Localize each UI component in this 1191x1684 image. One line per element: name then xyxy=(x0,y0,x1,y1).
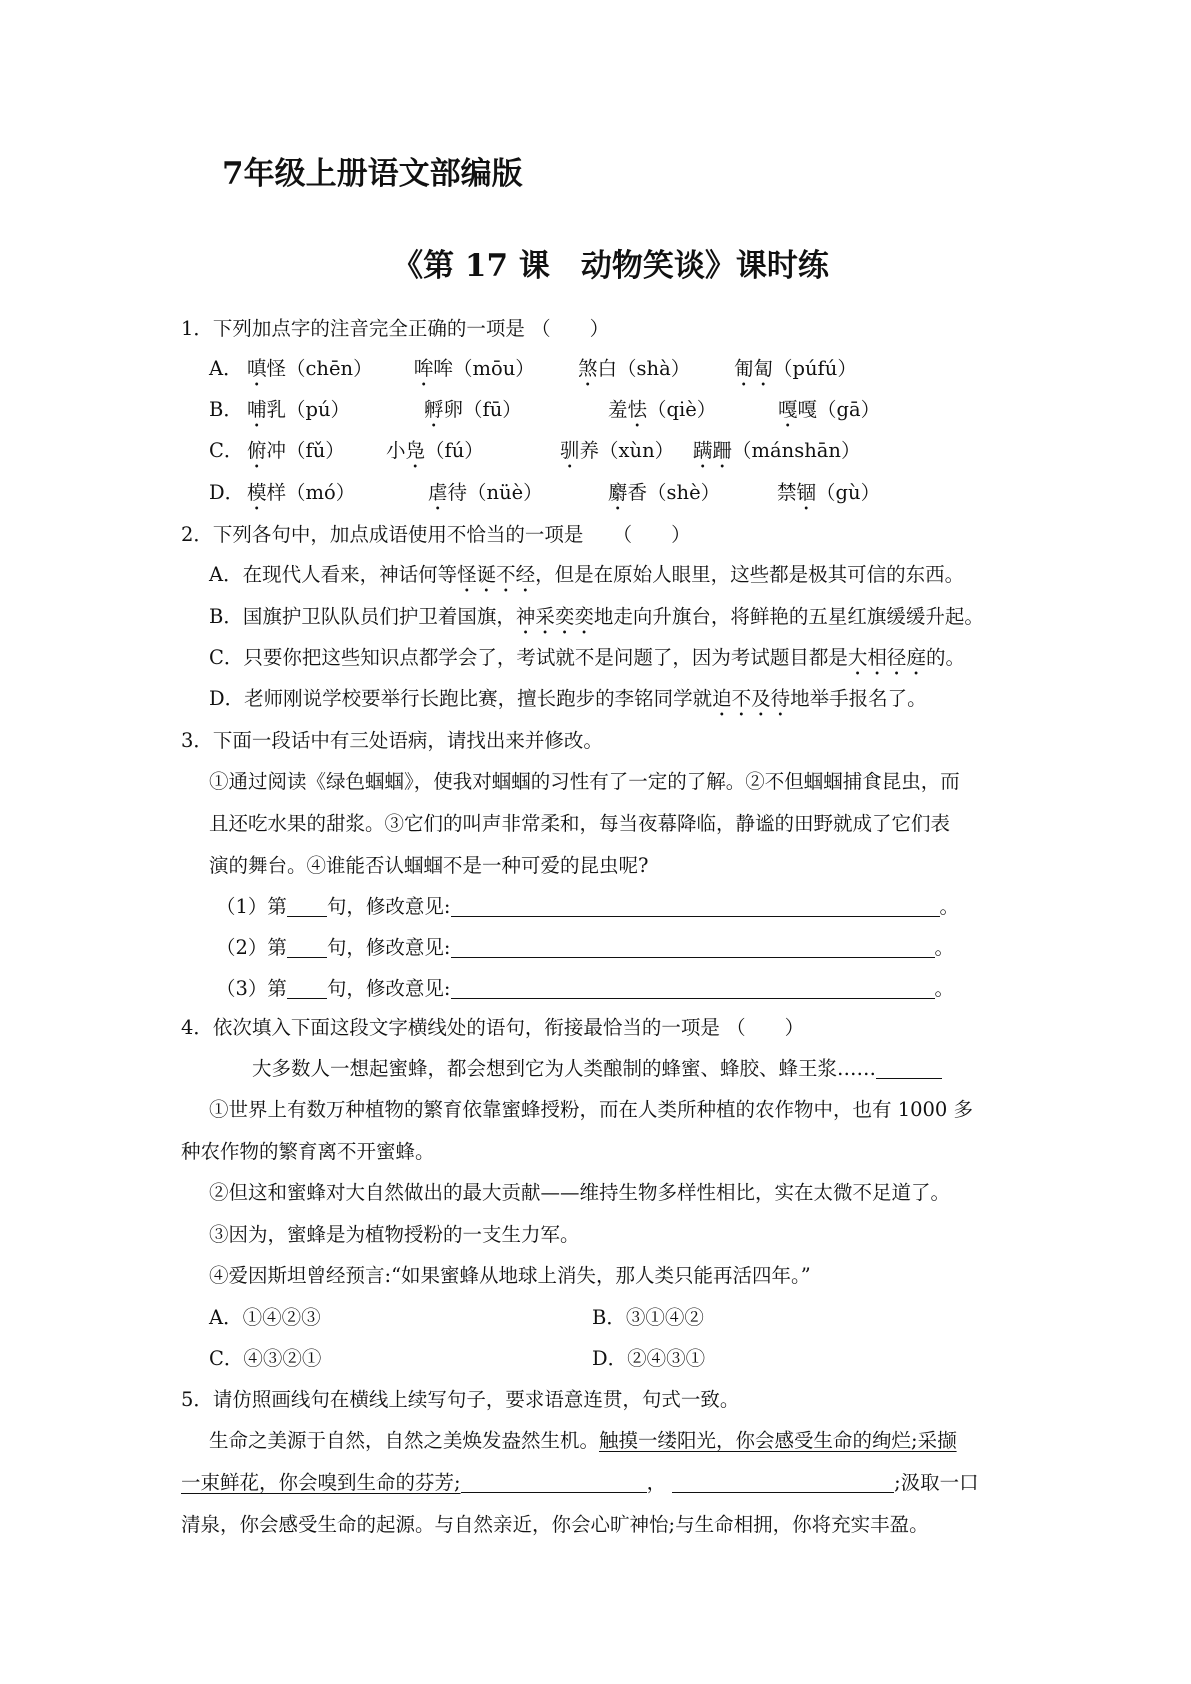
question-2-stem: 2．下列各句中，加点成语使用不恰当的一项是 （ ） xyxy=(181,523,691,546)
question-1-option-label[interactable]: D． xyxy=(209,481,245,504)
question-5-stem: 5．请仿照画线句在横线上续写句子，要求语意连贯，句式一致。 xyxy=(181,1388,740,1411)
question-1-option-item xyxy=(734,355,857,391)
dotted-idiom: 怪诞不经 xyxy=(457,563,536,586)
question-1-option-label[interactable]: B． xyxy=(209,398,243,421)
dotted-character: 嗔 xyxy=(247,357,267,380)
option-text: D．老师刚说学校要举行长跑比赛，擅长跑步的李铭同学就 xyxy=(209,687,713,710)
dotted-character: 俯 xyxy=(247,439,267,462)
question-5-text: 生命之美源于自然，自然之美焕发盎然生机。 xyxy=(209,1429,600,1452)
question-1-option-item xyxy=(247,437,345,473)
item-text: 乳（pú） xyxy=(266,398,351,421)
question-4-option-c[interactable]: C．④③②① xyxy=(209,1347,322,1370)
question-1-option-item xyxy=(777,479,880,515)
item-text: 养（xùn） xyxy=(579,439,675,462)
question-3-answer-line xyxy=(216,893,959,921)
question-4-blank[interactable] xyxy=(876,1058,942,1079)
question-5-comma: ， xyxy=(646,1471,667,1494)
dotted-character: 哞 xyxy=(414,357,434,380)
dotted-character: 锢 xyxy=(796,481,817,504)
item-text: 香（shè） xyxy=(627,481,721,504)
answer-label: 句，修改意见: xyxy=(326,936,451,959)
sentence-number-blank[interactable] xyxy=(287,896,327,917)
question-2-option[interactable] xyxy=(209,603,984,639)
answer-end: 。 xyxy=(939,895,960,918)
answer-prefix: （1）第 xyxy=(216,895,287,918)
question-1-option-item xyxy=(608,479,720,515)
question-1-option-item xyxy=(778,396,880,432)
question-1-option-item xyxy=(608,396,716,432)
dotted-character: 驯 xyxy=(560,439,580,462)
item-text: 待（nüè） xyxy=(447,481,543,504)
answer-label: 句，修改意见: xyxy=(326,895,451,918)
question-5-underlined-sentence: 一束鲜花，你会嗅到生命的芬芳; xyxy=(181,1471,461,1494)
question-5-line: 清泉，你会感受生命的起源。与自然亲近，你会心旷神怡;与生命相拥，你将充实丰盈。 xyxy=(181,1513,929,1536)
question-3-answer-line xyxy=(216,934,954,962)
revision-blank[interactable] xyxy=(451,896,940,917)
option-text: ，但是在原始人眼里，这些都是极其可信的东西。 xyxy=(535,563,965,586)
question-4-option-b[interactable]: B．③①④② xyxy=(592,1306,704,1329)
question-5-line xyxy=(181,1469,979,1497)
dotted-character: 煞 xyxy=(578,357,598,380)
item-text: 白（shà） xyxy=(597,357,691,380)
question-1-stem: 1．下列加点字的注音完全正确的一项是 （ ） xyxy=(181,317,610,340)
question-2-option[interactable] xyxy=(209,644,965,680)
answer-end: 。 xyxy=(934,936,955,959)
item-text: （púfú） xyxy=(773,357,857,380)
question-4-sentence: 种农作物的繁育离不开蜜蜂。 xyxy=(181,1140,435,1163)
sentence-number-blank[interactable] xyxy=(287,937,327,958)
revision-blank[interactable] xyxy=(451,937,935,958)
item-text: 禁 xyxy=(777,481,797,504)
dotted-character: 哺 xyxy=(247,398,267,421)
question-5-underlined-sentence: 触摸一缕阳光，你会感受生命的绚烂;采撷 xyxy=(599,1429,957,1452)
item-text: 羞 xyxy=(608,398,628,421)
question-2-option[interactable] xyxy=(209,561,964,597)
dotted-character: 怯 xyxy=(627,398,648,421)
question-2-option[interactable] xyxy=(209,685,927,721)
option-text: B．国旗护卫队队员们护卫着国旗， xyxy=(209,605,516,628)
question-1-option-item xyxy=(560,437,674,473)
question-4-option-d[interactable]: D．②④③① xyxy=(592,1347,706,1370)
dotted-idiom: 大相径庭 xyxy=(847,646,926,669)
item-text: 嘎（gā） xyxy=(797,398,881,421)
question-4-lead-text: 大多数人一想起蜜蜂，都会想到它为人类酿制的蜂蜜、蜂胶、蜂王浆…… xyxy=(252,1057,877,1080)
question-4-lead xyxy=(252,1055,942,1083)
item-text: （gù） xyxy=(816,481,881,504)
question-3-passage-line: 且还吃水果的甜浆。③它们的叫声非常柔和，每当夜幕降临，静谧的田野就成了它们表 xyxy=(209,812,951,835)
question-3-stem: 3．下面一段话中有三处语病，请找出来并修改。 xyxy=(181,729,603,752)
question-1-option-item xyxy=(386,437,484,473)
question-1-option-item xyxy=(693,437,860,473)
item-text: 冲（fǔ） xyxy=(266,439,345,462)
question-5-text: ;汲取一口 xyxy=(894,1471,979,1494)
option-text: 地举手报名了。 xyxy=(790,687,927,710)
option-text: C．只要你把这些知识点都学会了，考试就不是问题了，因为考试题目都是 xyxy=(209,646,848,669)
document-title: 7年级上册语文部编版 xyxy=(222,156,523,192)
sentence-number-blank[interactable] xyxy=(287,978,327,999)
question-1-option-item xyxy=(578,355,690,391)
item-text: 样（mó） xyxy=(266,481,356,504)
question-3-passage-line: ①通过阅读《绿色蝈蝈》，使我对蝈蝈的习性有了一定的了解。②不但蝈蝈捕食昆虫，而 xyxy=(209,770,960,793)
dotted-character: 麝 xyxy=(608,481,628,504)
question-1-option-item xyxy=(424,396,522,432)
option-text: 的。 xyxy=(925,646,965,669)
question-4-stem: 4．依次填入下面这段文字横线处的语句，衔接最恰当的一项是 （ ） xyxy=(181,1016,805,1039)
dotted-idiom: 神采奕奕 xyxy=(515,605,594,628)
question-1-option-label[interactable]: C． xyxy=(209,439,244,462)
question-3-answer-line xyxy=(216,975,954,1003)
question-4-option-a[interactable]: A．①④②③ xyxy=(209,1306,321,1329)
question-3-passage-line: 演的舞台。④谁能否认蝈蝈不是一种可爱的昆虫呢? xyxy=(209,854,649,877)
revision-blank[interactable] xyxy=(451,978,935,999)
question-1-option-item xyxy=(428,479,543,515)
option-text: 地走向升旗台，将鲜艳的五星红旗缓缓升起。 xyxy=(593,605,984,628)
dotted-character: 匍匐 xyxy=(734,357,774,380)
answer-label: 句，修改意见: xyxy=(326,977,451,1000)
question-4-sentence: ②但这和蜜蜂对大自然做出的最大贡献——维持生物多样性相比，实在太微不足道了。 xyxy=(209,1181,951,1204)
dotted-character: 凫 xyxy=(405,439,426,462)
question-4-sentence: ④爱因斯坦曾经预言:“如果蜜蜂从地球上消失，那人类只能再活四年。” xyxy=(209,1264,811,1287)
question-1-option-item xyxy=(247,355,373,391)
dotted-character: 虐 xyxy=(428,481,448,504)
answer-prefix: （2）第 xyxy=(216,936,287,959)
question-4-sentence: ③因为，蜜蜂是为植物授粉的一支生力军。 xyxy=(209,1223,580,1246)
item-text: （fú） xyxy=(425,439,484,462)
question-5-blank-2[interactable] xyxy=(672,1472,894,1493)
option-text: A．在现代人看来，神话何等 xyxy=(209,563,458,586)
answer-end: 。 xyxy=(934,977,955,1000)
dotted-character: 模 xyxy=(247,481,267,504)
item-text: 卵（fū） xyxy=(443,398,522,421)
dotted-character: 孵 xyxy=(424,398,444,421)
question-5-blank-1[interactable] xyxy=(461,1472,647,1493)
question-4-sentence: ①世界上有数万种植物的繁育依靠蜜蜂授粉，而在人类所种植的农作物中，也有 1000 多 xyxy=(209,1098,974,1121)
item-text: 小 xyxy=(386,439,406,462)
question-1-option-item xyxy=(247,396,350,432)
question-1-option-item xyxy=(247,479,355,515)
item-text: （qiè） xyxy=(647,398,717,421)
item-text: 哞（mōu） xyxy=(433,357,535,380)
item-text: 怪（chēn） xyxy=(266,357,373,380)
lesson-title: 《第 17 课 动物笑谈》课时练 xyxy=(392,248,829,284)
question-1-option-item xyxy=(414,355,535,391)
question-1-option-label[interactable]: A． xyxy=(209,357,243,380)
dotted-character: 蹒跚 xyxy=(693,439,733,462)
question-5-line xyxy=(209,1427,957,1455)
dotted-character: 嘎 xyxy=(778,398,798,421)
item-text: （mánshān） xyxy=(732,439,861,462)
answer-prefix: （3）第 xyxy=(216,977,287,1000)
dotted-idiom: 迫不及待 xyxy=(712,687,791,710)
